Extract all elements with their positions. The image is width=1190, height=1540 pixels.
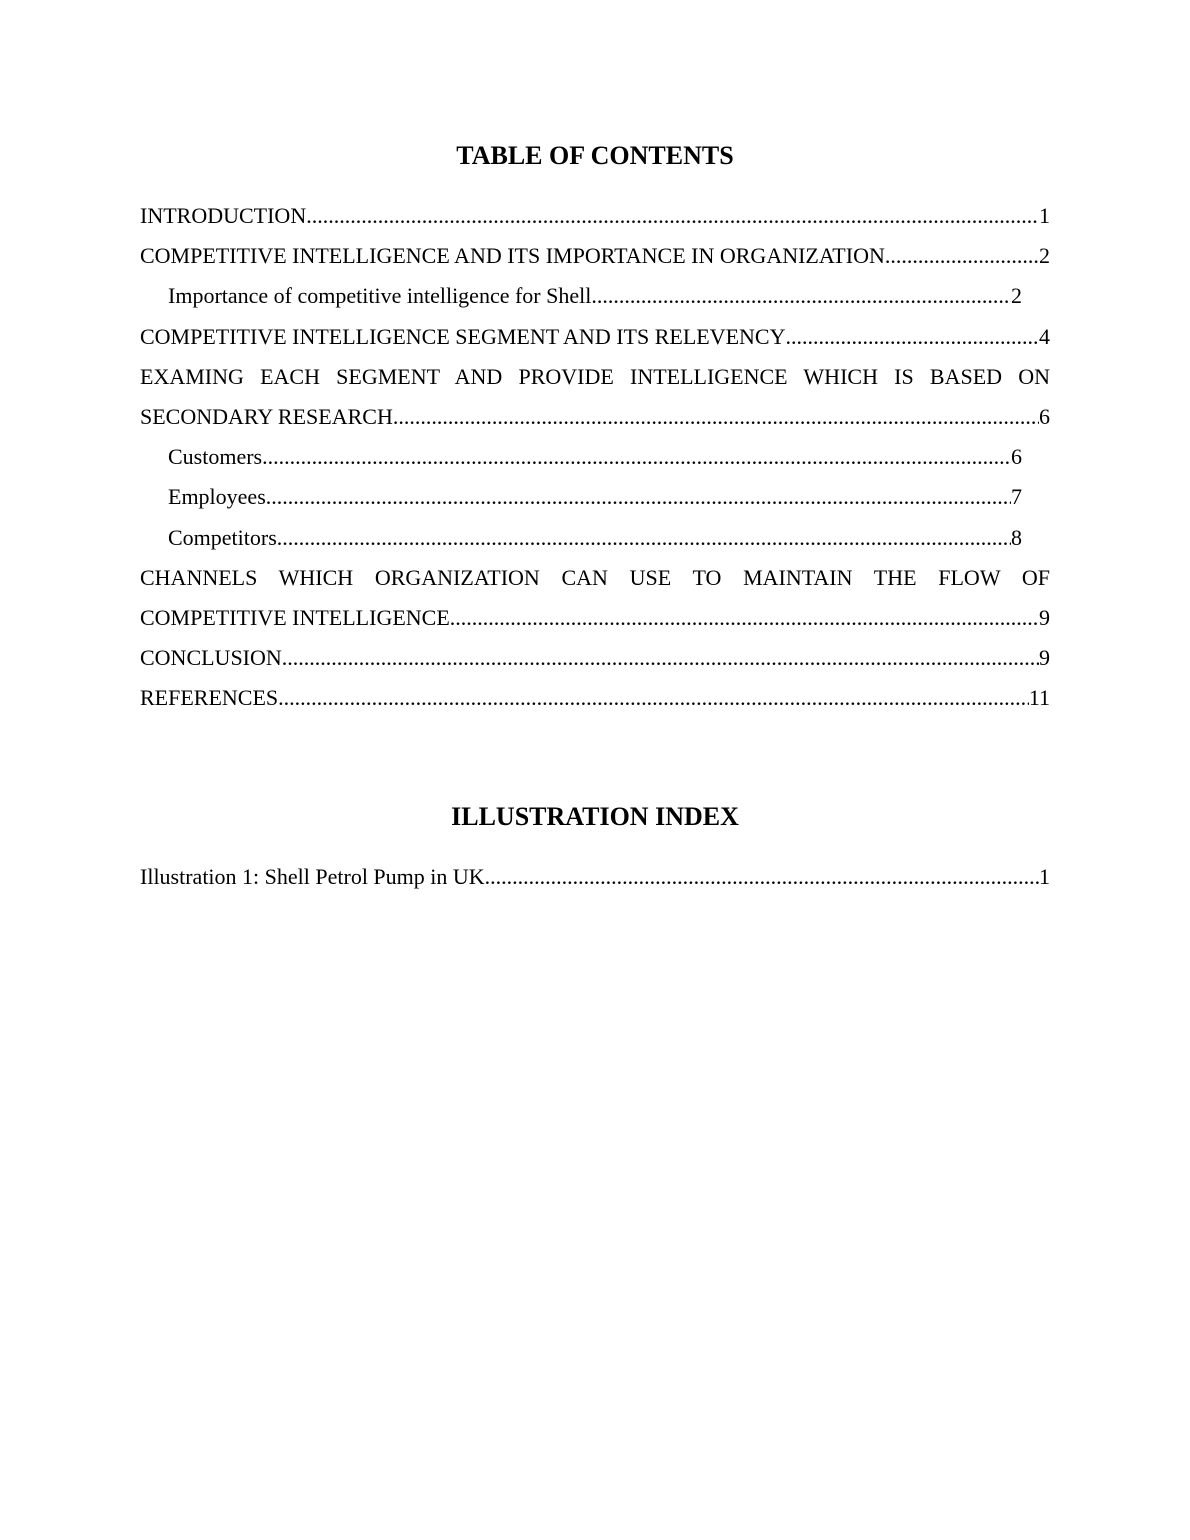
dot-leader bbox=[450, 598, 1039, 638]
dot-leader bbox=[277, 518, 1011, 558]
toc-entry-label: COMPETITIVE INTELLIGENCE SEGMENT AND ITS RELEVENCY bbox=[140, 323, 786, 349]
toc-entry-page: 4 bbox=[1039, 323, 1050, 349]
dot-leader bbox=[306, 196, 1039, 236]
toc-entry-introduction[interactable] bbox=[140, 196, 1050, 236]
toc-title: TABLE OF CONTENTS bbox=[456, 141, 734, 170]
toc-entry-conclusion[interactable] bbox=[140, 638, 1050, 678]
toc-entry-page: 2 bbox=[1039, 243, 1050, 269]
dot-leader bbox=[262, 437, 1011, 477]
toc-entry-segment-relevency[interactable] bbox=[140, 317, 1050, 357]
toc-entry-label: SECONDARY RESEARCH bbox=[140, 403, 393, 429]
toc-entry-customers[interactable] bbox=[168, 437, 1022, 477]
toc-entry-examing-each-segment[interactable] bbox=[140, 357, 1050, 437]
illustration-index-list bbox=[140, 857, 1050, 897]
dot-leader bbox=[266, 477, 1011, 517]
dot-leader bbox=[282, 638, 1039, 678]
toc-list bbox=[140, 196, 1050, 718]
illustration-index-title: ILLUSTRATION INDEX bbox=[451, 802, 739, 831]
toc-entry-label: Importance of competitive intelligence for Shell bbox=[168, 283, 592, 309]
toc-entry-label: Competitors bbox=[168, 524, 277, 550]
toc-entry-label-line1: EXAMING EACH SEGMENT AND PROVIDE INTELLIGENCE WHICH IS BASED ON bbox=[140, 363, 1050, 389]
dot-leader bbox=[885, 236, 1039, 276]
toc-entry-label: Employees bbox=[168, 484, 266, 510]
toc-entry-label: REFERENCES bbox=[140, 685, 279, 711]
toc-entry-page: 9 bbox=[1039, 604, 1050, 630]
toc-entry-employees[interactable] bbox=[168, 477, 1022, 517]
toc-entry-label-line1: CHANNELS WHICH ORGANIZATION CAN USE TO MAINTAIN THE FLOW OF bbox=[140, 564, 1050, 590]
toc-entry-competitors[interactable] bbox=[168, 518, 1022, 558]
toc-entry-label: COMPETITIVE INTELLIGENCE bbox=[140, 604, 450, 630]
dot-leader bbox=[785, 317, 1039, 357]
toc-entry-page: 7 bbox=[1011, 484, 1022, 510]
dot-leader bbox=[393, 397, 1039, 437]
illustration-entry-page: 1 bbox=[1039, 864, 1050, 889]
toc-entry-channels[interactable] bbox=[140, 558, 1050, 638]
dot-leader bbox=[278, 678, 1029, 718]
toc-entry-label: COMPETITIVE INTELLIGENCE AND ITS IMPORTANCE IN ORGANIZATION bbox=[140, 243, 885, 269]
dot-leader bbox=[591, 276, 1011, 316]
toc-entry-page: 6 bbox=[1039, 403, 1050, 429]
toc-entry-page: 9 bbox=[1039, 645, 1050, 671]
illustration-entry-shell-petrol-pump[interactable] bbox=[140, 857, 1050, 897]
toc-entry-label: INTRODUCTION bbox=[140, 203, 307, 228]
toc-entry-label: Customers bbox=[168, 444, 263, 470]
toc-entry-page: 8 bbox=[1011, 524, 1022, 550]
toc-entry-references[interactable] bbox=[140, 678, 1050, 718]
dot-leader bbox=[485, 857, 1039, 897]
toc-entry-page: 11 bbox=[1028, 685, 1050, 711]
toc-entry-importance-for-shell[interactable] bbox=[168, 276, 1022, 316]
toc-entry-page: 1 bbox=[1039, 203, 1050, 228]
toc-entry-page: 6 bbox=[1011, 444, 1022, 470]
illustration-entry-label: Illustration 1: Shell Petrol Pump in UK bbox=[140, 864, 485, 889]
toc-entry-competitive-intelligence-importance[interactable] bbox=[140, 236, 1050, 276]
toc-entry-page: 2 bbox=[1011, 283, 1022, 309]
toc-entry-label: CONCLUSION bbox=[140, 645, 282, 671]
